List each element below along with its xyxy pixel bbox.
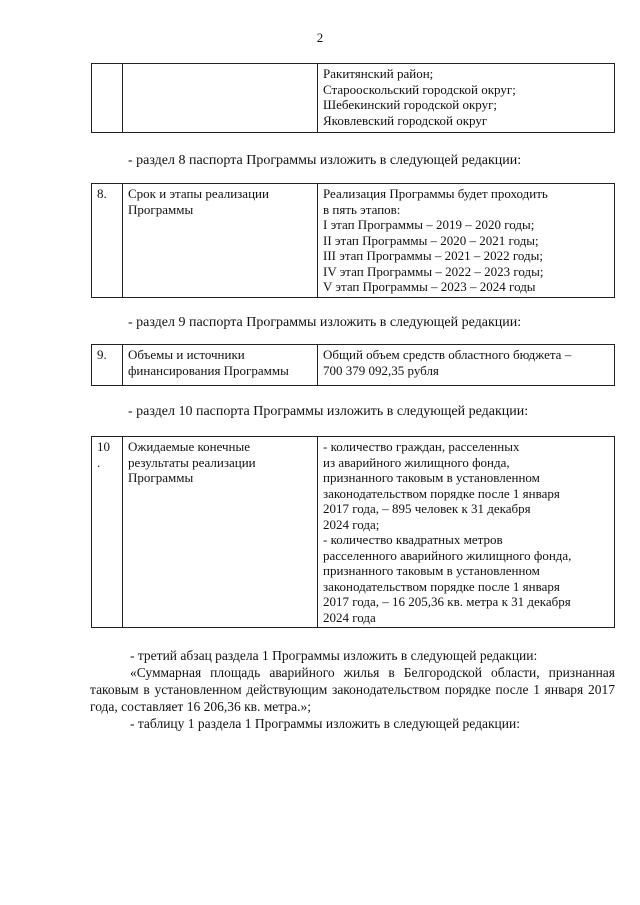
table-row — [92, 345, 615, 386]
content-line: II этап Программы – 2020 – 2021 годы; — [323, 232, 539, 248]
table-section-10 — [91, 436, 615, 628]
row-content-cell — [318, 184, 615, 298]
content-line: 2017 года, – 895 человек к 31 декабря — [323, 501, 531, 516]
title-line: результаты реализации — [128, 454, 256, 470]
content-line: 2017 года, – 16 205,36 кв. метра к 31 декабря — [323, 594, 571, 609]
row-number-cell: 8. — [92, 184, 123, 298]
row-title-cell — [123, 345, 318, 386]
row-number-cell — [92, 437, 123, 628]
row-title-cell — [123, 437, 318, 628]
table-section-8 — [91, 183, 615, 298]
title-line: Срок и этапы реализации — [128, 186, 269, 201]
content-line: III этап Программы – 2021 – 2022 годы; — [323, 248, 543, 263]
row-number-cell: 9. — [92, 345, 123, 386]
content-line: - количество квадратных метров — [323, 532, 503, 547]
paragraph: - третий абзац раздела 1 Программы изложить в следующей редакции: — [130, 648, 538, 663]
number-line: . — [97, 454, 101, 470]
content-line: расселенного аварийного жилищного фонда, — [323, 547, 572, 563]
table-section-9 — [91, 344, 615, 386]
number-line: 10 — [97, 439, 110, 454]
content-line: 2024 года — [323, 609, 376, 625]
content-line: 700 379 092,35 рубля — [323, 362, 439, 378]
row-title-cell — [123, 64, 318, 133]
content-line: в пять этапов: — [323, 201, 401, 217]
table-continuation — [91, 63, 615, 133]
row-title-cell — [123, 184, 318, 298]
title-line: финансирования Программы — [128, 362, 289, 378]
content-line: Старооскольский городской округ; — [323, 81, 516, 97]
quoted-paragraph: «Суммарная площадь аварийного жилья в Белгородской области, признанная таковым в установленном действующим законодательством порядке после 1 января 2017 года, составляет 16 206,36 кв. метра.»; — [90, 665, 615, 714]
content-line: из аварийного жилищного фонда, — [323, 454, 510, 470]
table-row — [92, 437, 615, 628]
content-line: законодательством порядке после 1 января — [323, 578, 560, 594]
title-line: Программы — [128, 470, 194, 485]
content-line: Реализация Программы будет проходить — [323, 186, 548, 201]
closing-paragraphs — [90, 647, 615, 732]
intro-section-9: - раздел 9 паспорта Программы изложить в следующей редакции: — [128, 315, 522, 330]
title-line: Программы — [128, 201, 194, 217]
table-row — [92, 64, 615, 133]
row-content-cell — [318, 64, 615, 133]
content-line: признанного таковым в установленном — [323, 470, 540, 485]
content-line: I этап Программы – 2019 – 2020 годы; — [323, 217, 535, 232]
content-line: - количество граждан, расселенных — [323, 439, 520, 454]
content-line: Общий объем средств областного бюджета – — [323, 347, 572, 362]
row-content-cell — [318, 345, 615, 386]
title-line: Ожидаемые конечные — [128, 439, 251, 454]
content-line: признанного таковым в установленном — [323, 563, 540, 578]
content-line: 2024 года; — [323, 516, 380, 532]
content-line: законодательством порядке после 1 января — [323, 485, 560, 501]
table-row — [92, 184, 615, 298]
content-line: Яковлевский городской округ — [323, 112, 488, 128]
page-number: 2 — [316, 30, 324, 45]
row-content-cell — [318, 437, 615, 628]
content-line: IV этап Программы – 2022 – 2023 годы; — [323, 263, 544, 279]
row-number-cell — [92, 64, 123, 133]
paragraph: - таблицу 1 раздела 1 Программы изложить в следующей редакции: — [130, 716, 520, 731]
content-line: Ракитянский район; — [323, 66, 434, 81]
intro-section-10: - раздел 10 паспорта Программы изложить в следующей редакции: — [128, 404, 529, 419]
content-line: Шебекинский городской округ; — [323, 97, 498, 112]
intro-section-8: - раздел 8 паспорта Программы изложить в следующей редакции: — [128, 153, 522, 168]
content-line: V этап Программы – 2023 – 2024 годы — [323, 279, 536, 294]
title-line: Объемы и источники — [128, 347, 245, 362]
